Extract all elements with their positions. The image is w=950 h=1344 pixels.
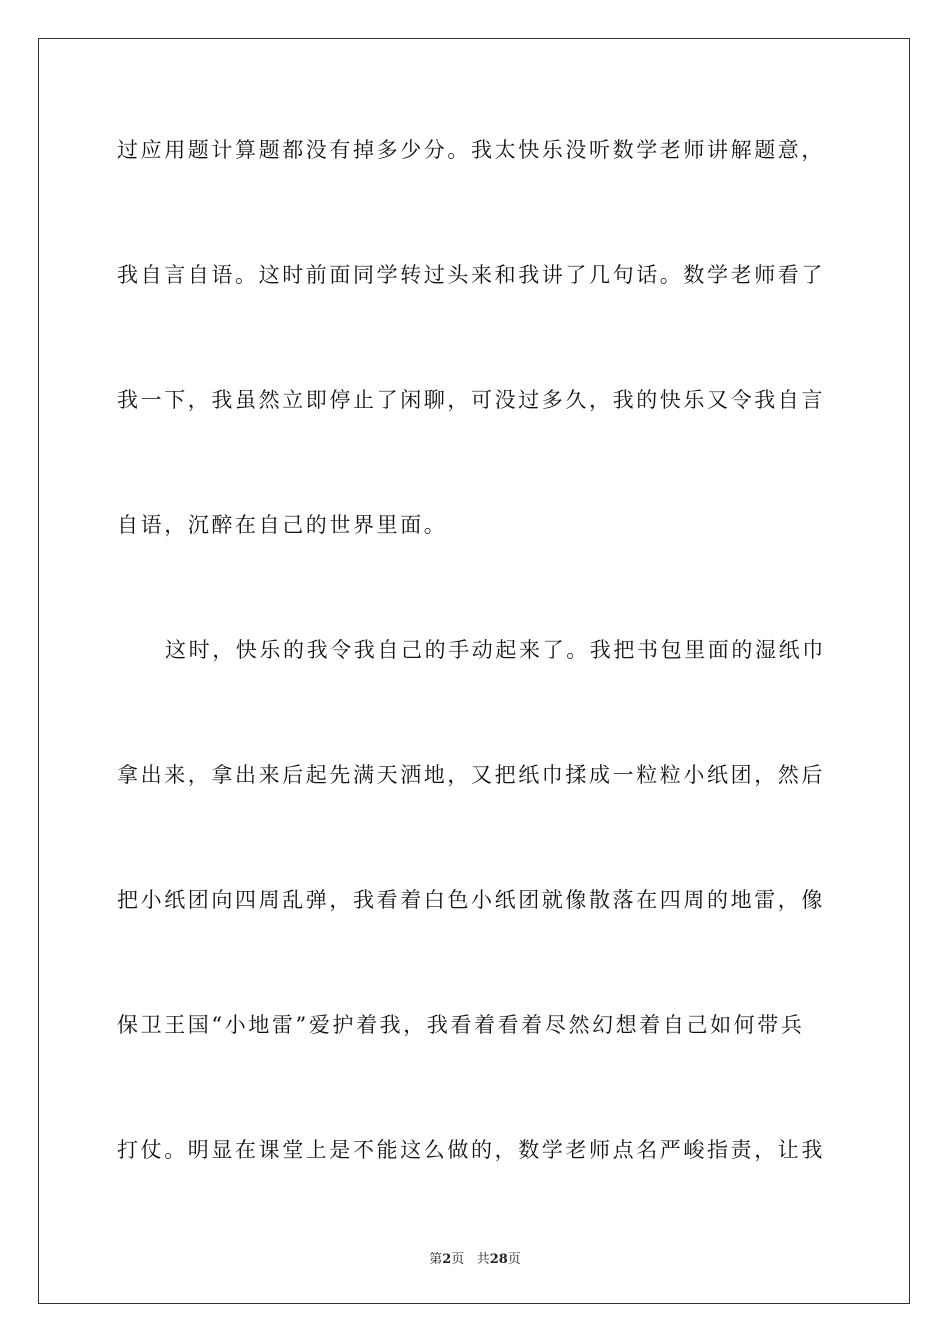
page-frame — [38, 38, 910, 1304]
body-line-3: 我一下，我虽然立即停止了闲聊，可没过多久，我的快乐又令我自言 — [117, 388, 825, 412]
body-line-8: 保卫王国“小地雷”爱护着我，我看着看着尽然幻想着自己如何带兵 — [117, 1013, 805, 1037]
footer-page-suffix: 页 — [451, 1252, 465, 1267]
body-line-7: 把小纸团向四周乱弹，我看着白色小纸团就像散落在四周的地雷，像 — [117, 888, 825, 912]
body-line-2: 我自言自语。这时前面同学转过头来和我讲了几句话。数学老师看了 — [117, 263, 825, 287]
body-line-1: 过应用题计算题都没有掉多少分。我太快乐没听数学老师讲解题意， — [117, 138, 825, 162]
body-line-4: 自语，沉醉在自己的世界里面。 — [117, 513, 448, 537]
footer-page-number: 2 — [442, 1252, 452, 1267]
footer-prefix: 第 — [429, 1252, 443, 1267]
footer-total-suffix: 页 — [507, 1252, 521, 1267]
body-line-9: 打仗。明显在课堂上是不能这么做的，数学老师点名严峻指责，让我 — [117, 1138, 825, 1162]
body-line-5: 这时，快乐的我令我自己的手动起来了。我把书包里面的湿纸巾 — [165, 638, 826, 662]
footer-total-prefix: 共 — [476, 1252, 490, 1267]
footer-total-pages: 28 — [489, 1252, 508, 1267]
page-footer — [0, 1248, 950, 1267]
body-line-6: 拿出来，拿出来后起先满天洒地，又把纸巾揉成一粒粒小纸团，然后 — [117, 763, 825, 787]
